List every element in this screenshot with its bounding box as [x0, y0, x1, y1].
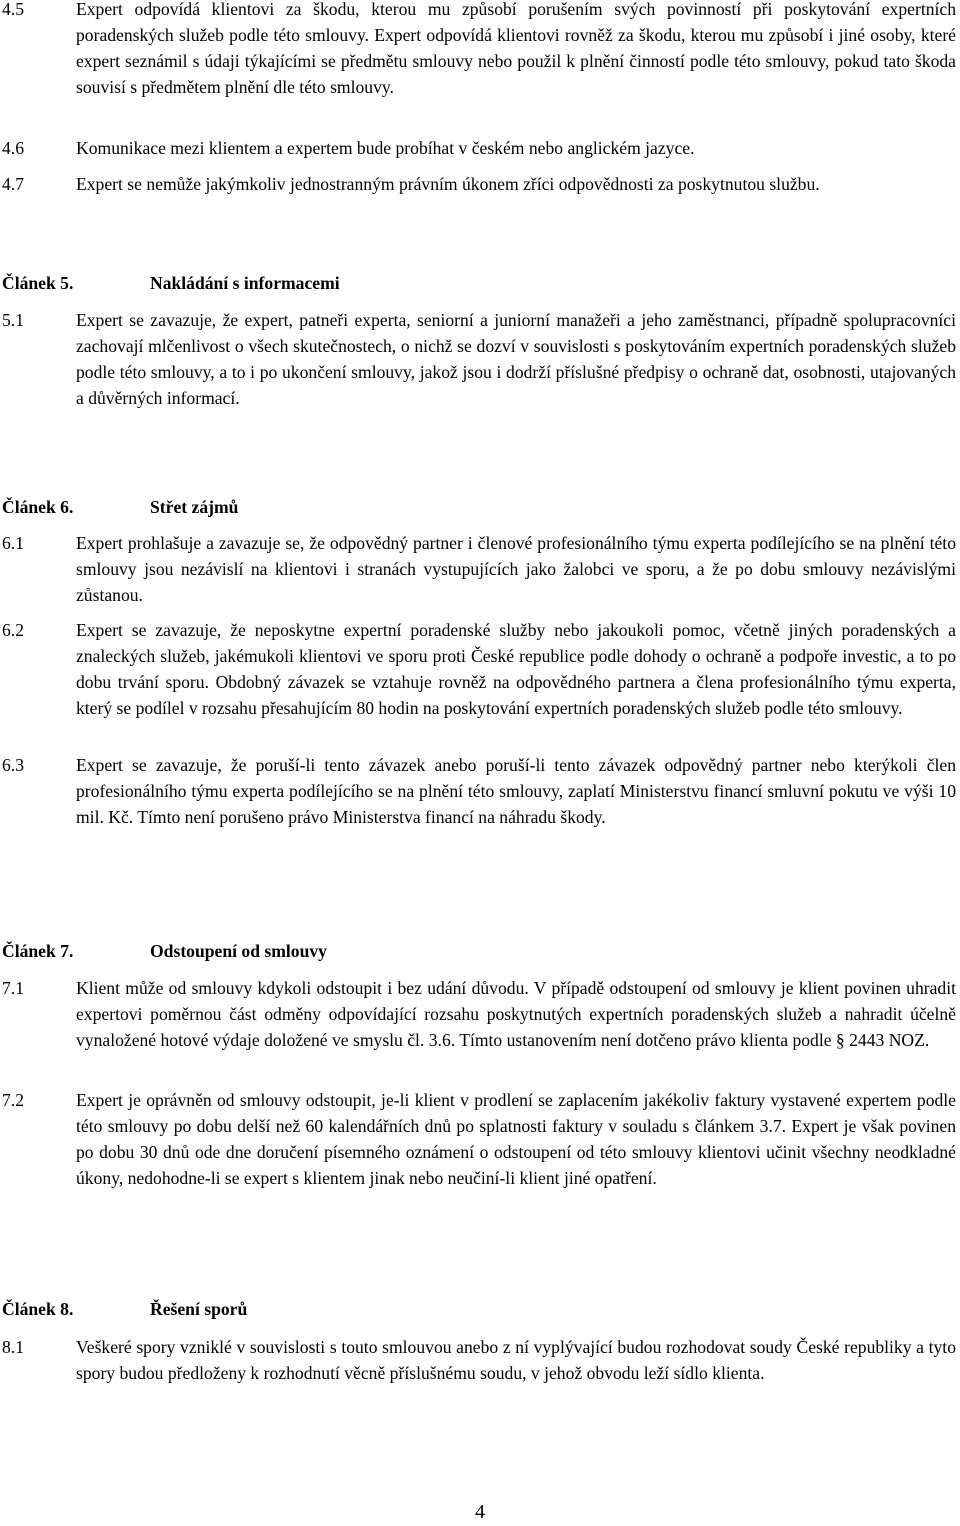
clause-text: Veškeré spory vzniklé v souvislosti s touto smlouvou anebo z ní vyplývající budou rozhodovat soudy České republiky a tyto spory budou předloženy k rozhodnutí věcně příslušnému soudu, v jehož obvodu leží sídlo klienta.	[76, 1337, 956, 1383]
clause-number: 6.1	[2, 533, 24, 553]
article-number: Článek 8.	[2, 1299, 74, 1319]
clause-text: Klient může od smlouvy kdykoli odstoupit i bez udání důvodu. V případě odstoupení od smlouvy je klient povinen uhradit expertovi poměrnou část odměny odpovídající rozsahu poskytnutých expertních poradenských služeb a nahradit účelně vynaložené hotové výdaje doložené ve smyslu čl. 3.6. Tímto ustanovením není dotčeno právo klienta podle § 2443 NOZ.	[76, 978, 956, 1050]
clause-text: Expert se zavazuje, že poruší-li tento závazek anebo poruší-li tento závazek odpovědný partner nebo kterýkoli člen profesionálního týmu experta podílejícího se na plnění této smlouvy, zaplatí Ministerstvu financí smluvní pokutu ve výši 10 mil. Kč. Tímto není porušeno právo Ministerstva financí na náhradu škody.	[76, 755, 956, 827]
clause-7-1	[2, 975, 956, 1053]
article-title: Střet zájmů	[150, 497, 239, 517]
article-5-heading	[2, 270, 340, 296]
article-number: Článek 5.	[2, 273, 74, 293]
clause-6-1	[2, 530, 956, 608]
clause-4-7	[2, 171, 956, 197]
clause-number: 4.6	[2, 138, 24, 158]
article-8-heading	[2, 1296, 247, 1322]
article-7-heading	[2, 938, 327, 964]
article-number: Článek 7.	[2, 941, 74, 961]
clause-4-6	[2, 135, 956, 161]
clause-number: 6.3	[2, 755, 24, 775]
clause-text: Expert se nemůže jakýmkoliv jednostranným právním úkonem zříci odpovědnosti za poskytnutou službu.	[76, 174, 820, 194]
clause-number: 8.1	[2, 1337, 24, 1357]
clause-text: Expert prohlašuje a zavazuje se, že odpovědný partner i členové profesionálního týmu experta podílejícího se na plnění této smlouvy jsou nezávislí na klientovi i stranách vystupujících jako žalobci ve sporu, a že po dobu smlouvy nezávislými zůstanou.	[76, 533, 956, 605]
page-number: 4	[475, 1501, 485, 1523]
clause-number: 5.1	[2, 310, 24, 330]
clause-number: 4.7	[2, 174, 24, 194]
clause-number: 7.2	[2, 1090, 24, 1110]
clause-7-2	[2, 1087, 956, 1191]
clause-5-1	[2, 307, 956, 411]
clause-text: Komunikace mezi klientem a expertem bude probíhat v českém nebo anglickém jazyce.	[76, 138, 695, 158]
clause-6-2	[2, 617, 956, 721]
clause-6-3	[2, 752, 956, 830]
clause-number: 7.1	[2, 978, 24, 998]
clause-8-1	[2, 1334, 956, 1386]
article-number: Článek 6.	[2, 497, 74, 517]
clause-text: Expert odpovídá klientovi za škodu, kterou mu způsobí porušením svých povinností při poskytování expertních poradenských služeb podle této smlouvy. Expert odpovídá klientovi rovněž za škodu, kterou mu způsobí i jiné osoby, které expert seznámil s údaji týkajícími se předmětu smlouvy nebo použil k plnění činností podle této smlouvy, pokud tato škoda souvisí s předmětem plnění dle této smlouvy.	[76, 0, 956, 97]
article-title: Řešení sporů	[150, 1299, 248, 1319]
article-title: Nakládání s informacemi	[150, 273, 340, 293]
clause-number: 4.5	[2, 0, 24, 19]
clause-text: Expert se zavazuje, že neposkytne expertní poradenské služby nebo jakoukoli pomoc, včetně jiných poradenských a znaleckých služeb, jakémukoli klientovi ve sporu proti České republice podle dohody o ochraně a podpoře investic, a to po dobu trvání sporu. Obdobný závazek se vztahuje rovněž na odpovědného partnera a člena profesionálního týmu experta, který se podílel v rozsahu přesahujícím 80 hodin na poskytování expertních poradenských služeb podle této smlouvy.	[76, 620, 956, 718]
clause-4-5	[2, 0, 956, 100]
article-title: Odstoupení od smlouvy	[150, 941, 327, 961]
clause-text: Expert je oprávněn od smlouvy odstoupit, je-li klient v prodlení se zaplacením jakékoliv faktury vystavené expertem podle této smlouvy po dobu delší než 60 kalendářních dnů po splatnosti faktury v souladu s článkem 3.7. Expert je však povinen po dobu 30 dnů ode dne doručení písemného oznámení o odstoupení od této smlouvy klientovi učinit všechny neodkladné úkony, nedohodne-li se expert s klientem jinak nebo neučiní-li klient jiné opatření.	[76, 1090, 956, 1188]
clause-number: 6.2	[2, 620, 24, 640]
article-6-heading	[2, 494, 238, 520]
clause-text: Expert se zavazuje, že expert, patneři experta, seniorní a juniorní manažeři a jeho zaměstnanci, případně spolupracovníci zachovají mlčenlivost o všech skutečnostech, o nichž se dozví v souvislosti s poskytováním expertních poradenských služeb podle této smlouvy, a to i po ukončení smlouvy, jakož jsou i dodrží příslušné předpisy o ochraně dat, osobnosti, utajovaných a důvěrných informací.	[76, 310, 956, 408]
